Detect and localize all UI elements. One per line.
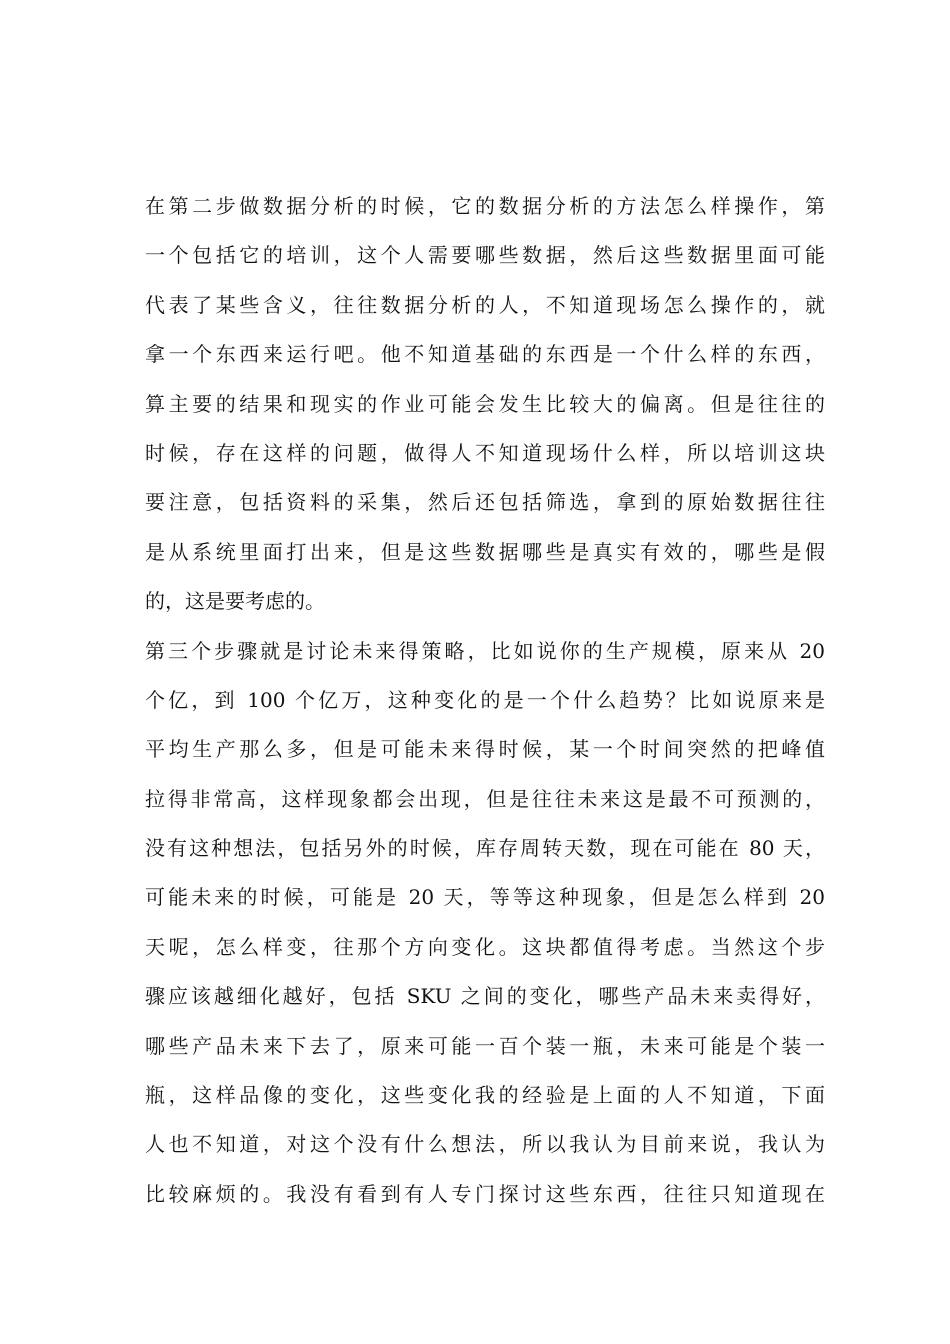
text-line: 骤应该越细化越好，包括 SKU 之间的变化，哪些产品未来卖得好， <box>145 984 825 1009</box>
text-line: 可能未来的时候，可能是 20 天，等等这种现象，但是怎么样到 20 <box>145 885 825 910</box>
text-line: 瓶，这样品像的变化，这些变化我的经验是上面的人不知道，下面 <box>145 1083 825 1108</box>
text-line: 人也不知道，对这个没有什么想法，所以我认为目前来说，我认为 <box>145 1132 825 1157</box>
text-line: 比较麻烦的。我没有看到有人专门探讨这些东西，往往只知道现在 <box>145 1181 825 1206</box>
text-line: 要注意，包括资料的采集，然后还包括筛选，拿到的原始数据往往 <box>145 490 825 515</box>
text-line: 个亿，到 100 个亿万，这种变化的是一个什么趋势？比如说原来是 <box>145 687 825 712</box>
text-line: 没有这种想法，包括另外的时候，库存周转天数，现在可能在 80 天， <box>145 836 825 861</box>
text-line: 拿一个东西来运行吧。他不知道基础的东西是一个什么样的东西， <box>145 342 825 367</box>
text-line: 代表了某些含义，往往数据分析的人，不知道现场怎么操作的，就 <box>145 292 825 317</box>
text-line: 第三个步骤就是讨论未来得策略，比如说你的生产规模，原来从 20 <box>145 638 825 663</box>
text-line: 平均生产那么多，但是可能未来得时候，某一个时间突然的把峰值 <box>145 737 825 762</box>
text-line: 在第二步做数据分析的时候，它的数据分析的方法怎么样操作，第 <box>145 194 825 218</box>
text-line: 算主要的结果和现实的作业可能会发生比较大的偏离。但是往往的 <box>145 391 825 416</box>
text-line: 时候，存在这样的问题，做得人不知道现场什么样，所以培训这块 <box>145 440 825 465</box>
text-line: 拉得非常高，这样现象都会出现，但是往往未来这是最不可预测的， <box>145 786 825 811</box>
text-line: 一个包括它的培训，这个人需要哪些数据，然后这些数据里面可能 <box>145 243 825 268</box>
text-line: 的，这是要考虑的。 <box>145 589 325 614</box>
body-text <box>145 182 825 1219</box>
text-line: 哪些产品未来下去了，原来可能一百个装一瓶，未来可能是个装一 <box>145 1033 825 1058</box>
text-line: 是从系统里面打出来，但是这些数据哪些是真实有效的，哪些是假 <box>145 539 825 564</box>
text-line: 天呢，怎么样变，往那个方向变化。这块都值得考虑。当然这个步 <box>145 934 825 959</box>
